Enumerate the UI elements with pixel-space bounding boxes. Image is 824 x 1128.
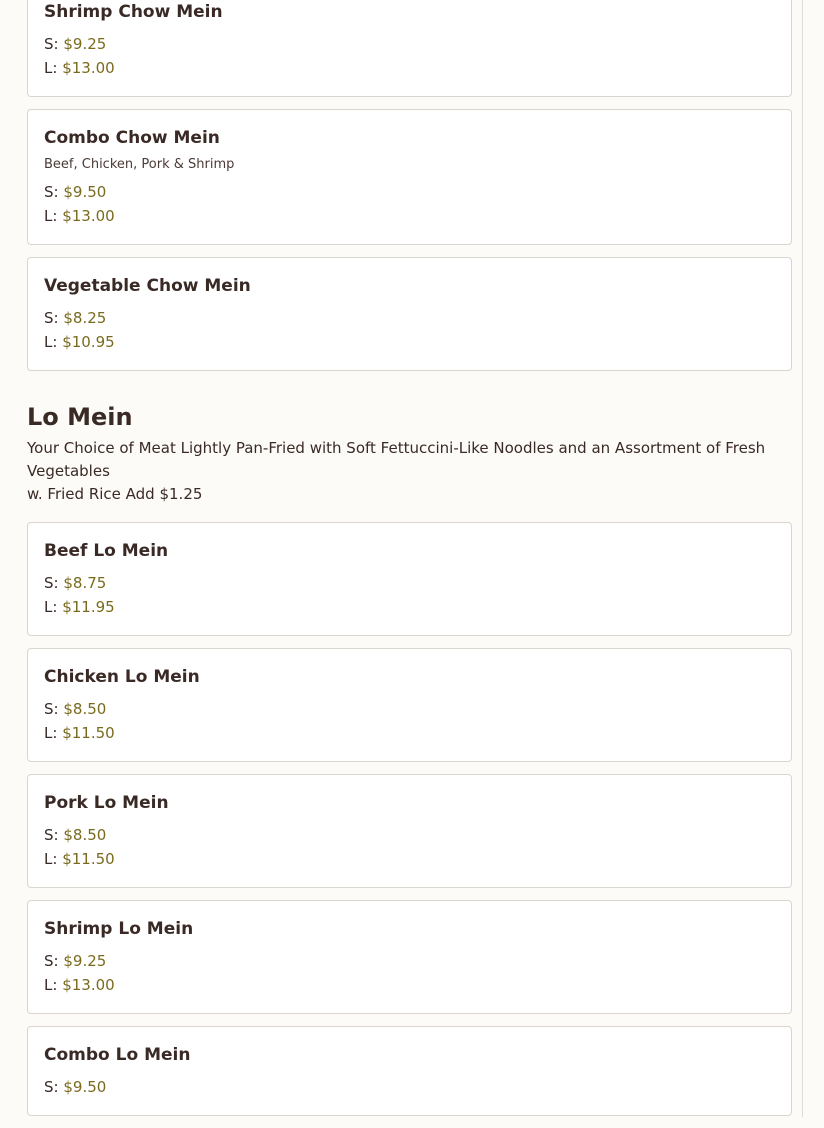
large-price: $11.95 [62,598,115,616]
item-name: Combo Chow Mein [44,128,220,148]
small-price-line [44,697,775,721]
item-name: Combo Lo Mein [44,1045,191,1065]
small-price: $9.50 [63,1078,107,1096]
large-price: $11.50 [62,850,115,868]
item-prices [44,1075,775,1099]
item-name: Pork Lo Mein [44,793,169,813]
large-size-label: L: [44,976,58,994]
large-price: $13.00 [62,207,115,225]
large-size-label: L: [44,59,58,77]
menu-item-card[interactable] [27,900,792,1014]
small-price: $9.25 [63,952,107,970]
small-price: $8.50 [63,700,107,718]
item-prices [44,306,775,354]
small-size-label: S: [44,574,59,592]
small-price: $8.25 [63,309,107,327]
menu-content [27,0,792,1128]
large-price: $11.50 [62,724,115,742]
item-name: Chicken Lo Mein [44,667,200,687]
menu-item-card[interactable] [27,257,792,371]
menu-item-card[interactable] [27,774,792,888]
large-price-line [44,330,775,354]
large-price: $10.95 [62,333,115,351]
large-size-label: L: [44,850,58,868]
item-prices [44,32,775,80]
large-price-line [44,721,775,745]
small-price: $9.25 [63,35,107,53]
small-price-line [44,823,775,847]
large-size-label: L: [44,207,58,225]
item-name: Shrimp Lo Mein [44,919,194,939]
large-price-line [44,973,775,997]
small-price-line [44,949,775,973]
small-size-label: S: [44,826,59,844]
small-price-line [44,180,775,204]
item-name: Shrimp Chow Mein [44,2,223,22]
small-size-label: S: [44,952,59,970]
large-price-line [44,595,775,619]
large-price-line [44,847,775,871]
section-title: Lo Mein [27,403,133,431]
large-size-label: L: [44,333,58,351]
menu-item-card[interactable] [27,522,792,636]
small-price-line [44,1075,775,1099]
item-name: Vegetable Chow Mein [44,276,251,296]
menu-item-card[interactable] [27,1026,792,1116]
small-price-line [44,306,775,330]
small-size-label: S: [44,309,59,327]
large-size-label: L: [44,724,58,742]
small-size-label: S: [44,700,59,718]
small-price: $8.75 [63,574,107,592]
small-price: $8.50 [63,826,107,844]
item-prices [44,697,775,745]
small-price-line [44,32,775,56]
item-description: Beef, Chicken, Pork & Shrimp [44,157,235,172]
small-price: $9.50 [63,183,107,201]
large-price: $13.00 [62,976,115,994]
item-prices [44,571,775,619]
menu-item-card[interactable] [27,109,792,245]
small-size-label: S: [44,183,59,201]
section-description: Your Choice of Meat Lightly Pan-Fried with Soft Fettuccini-Like Noodles and an Assortment of Fresh Vegetables [27,439,766,480]
large-price-line [44,56,775,80]
large-price: $13.00 [62,59,115,77]
item-prices [44,949,775,997]
section-note: w. Fried Rice Add $1.25 [27,485,203,503]
item-name: Beef Lo Mein [44,541,169,561]
small-size-label: S: [44,35,59,53]
lo-mein-section-header [27,401,792,506]
menu-item-card[interactable] [27,0,792,97]
small-price-line [44,571,775,595]
item-prices [44,180,775,228]
menu-item-card[interactable] [27,648,792,762]
large-size-label: L: [44,598,58,616]
small-size-label: S: [44,1078,59,1096]
large-price-line [44,204,775,228]
item-prices [44,823,775,871]
